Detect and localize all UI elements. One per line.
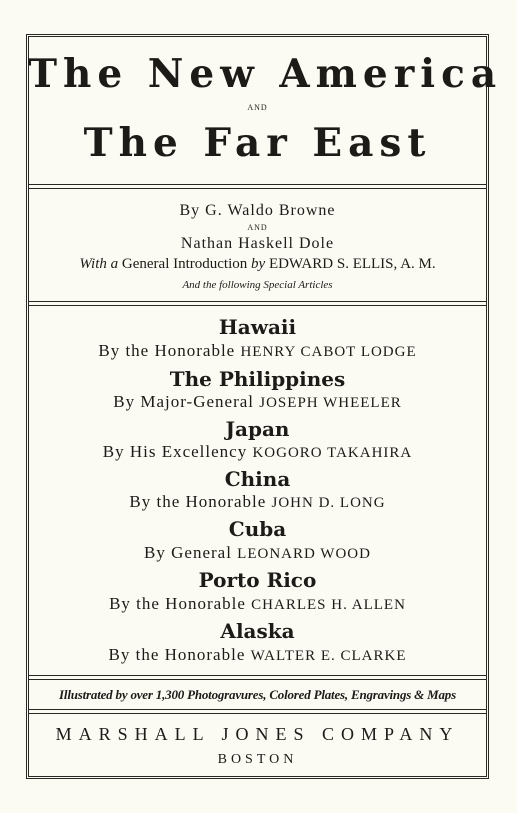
article-author: JOHN D. LONG <box>271 495 386 511</box>
first-author-initial: G. <box>205 202 223 219</box>
special-articles-note: And the following Special Articles <box>182 279 333 291</box>
publisher-city: BOSTON <box>217 752 298 767</box>
divider-rule <box>28 305 487 306</box>
article-author: KOGORO TAKAHIRA <box>252 445 413 461</box>
authors-conjunction: AND <box>247 223 268 232</box>
article-byline <box>28 594 487 614</box>
article-byline <box>28 492 487 512</box>
article-byline <box>28 645 487 665</box>
article-byline <box>28 341 487 361</box>
divider-rule <box>28 679 487 680</box>
general-introduction <box>28 256 487 273</box>
article-place: Cuba <box>228 517 287 541</box>
divider-rule <box>28 675 487 676</box>
article-author: WALTER E. CLARKE <box>250 648 407 664</box>
first-author-name: Waldo Browne <box>227 202 336 219</box>
title-line-1: The New America <box>28 51 503 97</box>
article-prefix: By the Honorable <box>129 492 267 511</box>
illustrations-note: Illustrated by over 1,300 Photogravures, Colored Plates, Engravings & Maps <box>59 687 456 702</box>
article-place: Japan <box>225 417 290 441</box>
article-prefix: By General <box>144 543 232 562</box>
article-place: The Philippines <box>169 367 346 391</box>
intro-name: EDWARD S. ELLIS, A. M. <box>268 256 436 272</box>
article-place: China <box>224 467 291 491</box>
article-prefix: By the Honorable <box>108 645 246 664</box>
article-byline <box>28 392 487 412</box>
article-prefix: By Major-General <box>113 392 255 411</box>
article-prefix: By the Honorable <box>98 341 236 360</box>
intro-with: With a <box>79 256 119 272</box>
divider-rule <box>28 713 487 714</box>
article-prefix: By His Excellency <box>102 442 248 461</box>
article-prefix: By the Honorable <box>109 594 246 613</box>
article-author: LEONARD WOOD <box>237 546 371 562</box>
by-word: By <box>179 202 201 219</box>
second-author: Nathan Haskell Dole <box>180 235 335 252</box>
article-byline <box>28 442 487 462</box>
divider-rule <box>28 301 487 302</box>
divider-rule <box>28 184 487 185</box>
title-line-2: The Far East <box>83 120 432 166</box>
article-place: Alaska <box>220 619 295 643</box>
article-author: JOSEPH WHEELER <box>259 395 402 411</box>
publisher-name: MARSHALL JONES COMPANY <box>55 724 460 744</box>
divider-rule <box>28 709 487 710</box>
intro-general: General Introduction <box>121 256 248 272</box>
article-author: HENRY CABOT LODGE <box>240 344 417 360</box>
article-byline <box>28 543 487 563</box>
article-author: CHARLES H. ALLEN <box>251 597 406 613</box>
article-place: Porto Rico <box>198 568 317 592</box>
article-place: Hawaii <box>218 315 297 339</box>
title-conjunction: AND <box>247 103 268 112</box>
first-author <box>28 202 487 220</box>
divider-rule <box>28 188 487 189</box>
intro-by: by <box>251 256 266 272</box>
